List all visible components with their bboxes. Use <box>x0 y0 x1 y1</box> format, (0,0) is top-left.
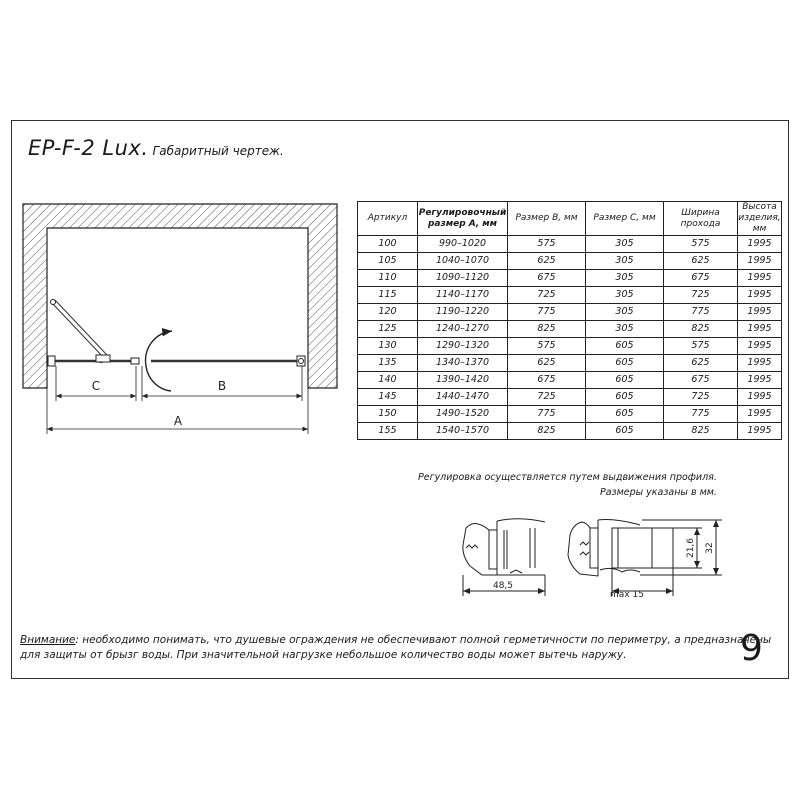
table-cell: 775 <box>664 304 738 321</box>
table-cell: 675 <box>664 270 738 287</box>
warning-text <box>20 633 771 663</box>
table-cell: 775 <box>664 406 738 423</box>
table-row <box>358 287 782 304</box>
table-cell: 120 <box>358 304 418 321</box>
table-cell: 825 <box>508 321 586 338</box>
table-cell: 1040–1070 <box>418 253 508 270</box>
table-cell: 1995 <box>738 372 782 389</box>
table-cell: 145 <box>358 389 418 406</box>
table-header-cell: Регулировочный размер А, мм <box>418 202 508 236</box>
table-cell: 725 <box>508 287 586 304</box>
table-cell: 305 <box>586 236 664 253</box>
table-row <box>358 406 782 423</box>
table-cell: 1995 <box>738 355 782 372</box>
table-cell: 305 <box>586 287 664 304</box>
table-cell: 115 <box>358 287 418 304</box>
wall-profile-left <box>48 356 55 366</box>
table-row <box>358 355 782 372</box>
table-cell: 825 <box>664 321 738 338</box>
table-cell: 110 <box>358 270 418 287</box>
table-cell: 1440–1470 <box>418 389 508 406</box>
table-cell: 1995 <box>738 423 782 440</box>
table-cell: 725 <box>664 389 738 406</box>
table-cell: 125 <box>358 321 418 338</box>
table-cell: 135 <box>358 355 418 372</box>
table-cell: 1995 <box>738 389 782 406</box>
table-cell: 1390–1420 <box>418 372 508 389</box>
table-cell: 100 <box>358 236 418 253</box>
table-header-cell: Артикул <box>358 202 418 236</box>
table-cell: 990–1020 <box>418 236 508 253</box>
warning-line2: для защиты от брызг воды. При значительной нагрузке небольшое количество воды может вытечь наружу. <box>20 649 627 661</box>
table-cell: 725 <box>508 389 586 406</box>
dim-48-5: 48,5 <box>492 581 514 591</box>
table-cell: 1995 <box>738 304 782 321</box>
dim-21-6: 21,6 <box>686 537 696 559</box>
table-cell: 675 <box>508 372 586 389</box>
table-header-cell: Высота изделия, мм <box>738 202 781 234</box>
table-cell: 305 <box>586 253 664 270</box>
table-cell: 105 <box>358 253 418 270</box>
table-cell: 1090–1120 <box>418 270 508 287</box>
table-cell: 305 <box>586 270 664 287</box>
table-cell: 1240–1270 <box>418 321 508 338</box>
warning-line1: : необходимо понимать, что душевые ограждения не обеспечивают полной герметичности по периметру, а предназначены <box>75 634 772 646</box>
table-cell: 1995 <box>738 236 782 253</box>
table-cell: 150 <box>358 406 418 423</box>
table-cell: 675 <box>664 372 738 389</box>
table-header-row <box>358 202 782 236</box>
table-cell: 605 <box>586 423 664 440</box>
table-body <box>358 236 782 440</box>
label-a: A <box>173 414 183 428</box>
table-cell: 575 <box>508 338 586 355</box>
profile-section-right <box>568 520 722 596</box>
label-c: C <box>91 379 101 393</box>
table-cell: 625 <box>508 253 586 270</box>
table-cell: 575 <box>508 236 586 253</box>
drawing-subtitle: Габаритный чертеж. <box>152 144 284 158</box>
specification-table <box>357 201 782 440</box>
table-row <box>358 270 782 287</box>
table-cell: 1995 <box>738 270 782 287</box>
table-header-cell: Ширина прохода <box>664 202 738 236</box>
dim-32: 32 <box>705 542 715 554</box>
table-cell: 775 <box>508 304 586 321</box>
table-row <box>358 321 782 338</box>
table-row <box>358 338 782 355</box>
note-units: Размеры указаны в мм. <box>600 487 717 498</box>
table-header-cell: Размер В, мм <box>508 202 586 236</box>
table-cell: 1995 <box>738 253 782 270</box>
table-cell: 305 <box>586 304 664 321</box>
table-cell: 605 <box>586 372 664 389</box>
table-cell: 1540–1570 <box>418 423 508 440</box>
table-cell: 1995 <box>738 338 782 355</box>
table-cell: 1140–1170 <box>418 287 508 304</box>
table-cell: 825 <box>664 423 738 440</box>
table-cell: 1190–1220 <box>418 304 508 321</box>
table-cell: 725 <box>664 287 738 304</box>
table-cell: 1490–1520 <box>418 406 508 423</box>
table-cell: 825 <box>508 423 586 440</box>
table-row <box>358 423 782 440</box>
label-b: B <box>217 379 227 393</box>
table-cell: 1995 <box>738 406 782 423</box>
table-row <box>358 253 782 270</box>
table-row <box>358 372 782 389</box>
table-cell: 605 <box>586 389 664 406</box>
table-cell: 605 <box>586 338 664 355</box>
page-number: 9 <box>740 628 763 669</box>
table-cell: 575 <box>664 236 738 253</box>
table-cell: 625 <box>664 355 738 372</box>
warning-label: Внимание <box>20 634 76 646</box>
table-cell: 155 <box>358 423 418 440</box>
table-cell: 625 <box>664 253 738 270</box>
table-cell: 605 <box>586 406 664 423</box>
dim-max-15: max 15 <box>610 590 644 600</box>
table-cell: 625 <box>508 355 586 372</box>
table-cell: 605 <box>586 355 664 372</box>
model-name: EP-F-2 Lux. <box>28 136 149 160</box>
note-adjustment: Регулировка осуществляется путем выдвижения профиля. <box>418 472 717 483</box>
table-cell: 1995 <box>738 287 782 304</box>
table-cell: 1290–1320 <box>418 338 508 355</box>
table-row <box>358 389 782 406</box>
table-cell: 140 <box>358 372 418 389</box>
table-cell: 675 <box>508 270 586 287</box>
table-cell: 575 <box>664 338 738 355</box>
table-cell: 305 <box>586 321 664 338</box>
table-cell: 130 <box>358 338 418 355</box>
table-row <box>358 236 782 253</box>
table-row <box>358 304 782 321</box>
table-cell: 775 <box>508 406 586 423</box>
table-cell: 1995 <box>738 321 782 338</box>
table-header-cell: Размер С, мм <box>586 202 664 236</box>
door-open-position <box>52 303 104 358</box>
table-cell: 1340–1370 <box>418 355 508 372</box>
